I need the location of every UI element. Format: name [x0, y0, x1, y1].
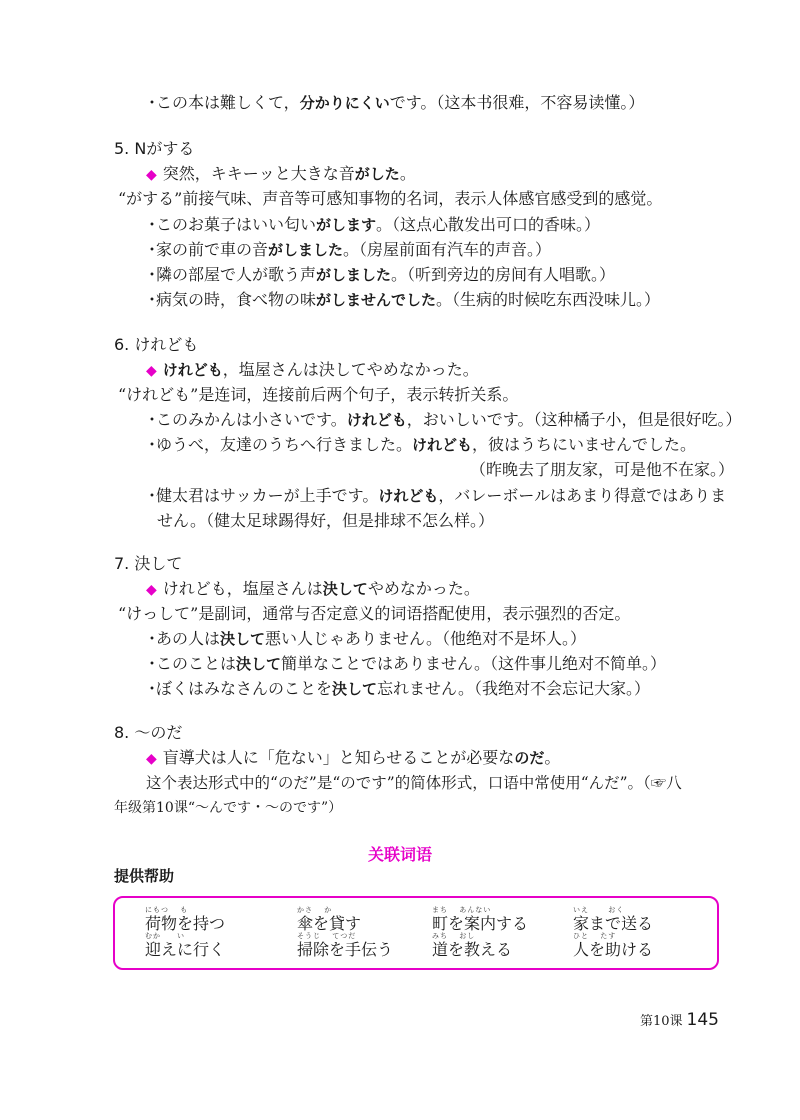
- diamond-icon: ◆: [146, 363, 157, 379]
- vocab-phrase: みち おし 道を教える: [432, 932, 513, 959]
- diamond-icon: ◆: [146, 582, 157, 598]
- section-heading: 7. 決して: [114, 554, 183, 573]
- key-sentence: ◆ 盲導犬は人に「危ない」と知らせることが必要なのだ。: [146, 748, 561, 767]
- example-sentence: ・このお菓子はいい匂いがします。（这点心散发出可口的香味。）: [144, 215, 601, 234]
- explanation: “けっして”是副词，通常与否定意义的词语搭配使用，表示强烈的否定。: [118, 604, 631, 623]
- vocab-phrase: そうじ てつだ 掃除を手伝う: [297, 932, 394, 959]
- diamond-icon: ◆: [146, 751, 157, 767]
- section-heading: 5. Nがする: [114, 139, 195, 158]
- lesson-label: 第10课: [640, 1014, 683, 1029]
- example-sentence: ・健太君はサッカーが上手です。けれども，バレーボールはあまり得意ではありま: [144, 486, 727, 505]
- section-heading: 6. けれども: [114, 335, 199, 354]
- diamond-icon: ◆: [146, 167, 157, 183]
- section-heading: 8. ～のだ: [114, 723, 183, 742]
- related-words-title: 关联词语: [367, 845, 432, 864]
- example-sentence: ・この本は難しくて，分かりにくいです。（这本书很难，不容易读懂。）: [144, 93, 645, 112]
- help-label: 提供帮助: [114, 867, 175, 885]
- explanation: “けれども”是连词，连接前后两个句子，表示转折关系。: [118, 385, 519, 404]
- example-sentence: ・病気の時，食べ物の味がしませんでした。（生病的时候吃东西没味儿。）: [144, 290, 661, 309]
- page-footer: [640, 1010, 719, 1030]
- example-sentence: ・このみかんは小さいです。けれども，おいしいです。（这种橘子小，但是很好吃。）: [144, 410, 742, 429]
- example-sentence: ・家の前で車の音がしました。（房屋前面有汽车的声音。）: [144, 240, 552, 259]
- vocab-phrase: かさ か 傘を貸す: [297, 906, 362, 933]
- vocab-phrase: むか い 迎えに行く: [145, 932, 226, 959]
- example-sentence: ・隣の部屋で人が歌う声がしました。（听到旁边的房间有人唱歌。）: [144, 265, 616, 284]
- example-sentence: ・あの人は決して悪い人じゃありません。（他绝对不是坏人。）: [144, 629, 586, 648]
- explanation-continuation: 年级第10课“～んです・～のです”）: [114, 800, 343, 816]
- key-sentence: ◆ 突然，キキーッと大きな音がした。: [146, 164, 416, 183]
- translation: （昨晚去了朋友家，可是他不在家。）: [470, 460, 735, 479]
- example-sentence: ・ぼくはみなさんのことを決して忘れません。（我绝对不会忘记大家。）: [144, 679, 650, 698]
- key-sentence: ◆ けれども，塩屋さんは決してやめなかった。: [146, 360, 479, 379]
- explanation: “がする”前接气味、声音等可感知事物的名词，表示人体感官感受到的感觉。: [118, 189, 663, 208]
- vocab-phrase: にもつ も 荷物を持つ: [145, 906, 226, 933]
- vocabulary-box: [113, 896, 719, 970]
- example-sentence: ・このことは決して簡単なことではありません。（这件事儿绝对不简单。）: [144, 654, 666, 673]
- vocab-phrase: ひと たす 人を助ける: [573, 932, 654, 959]
- example-continuation: せん。（健太足球踢得好，但是排球不怎么样。）: [157, 511, 494, 530]
- vocab-phrase: いえ おく 家まで送る: [573, 906, 654, 933]
- example-sentence: ・ゆうべ，友達のうちへ行きました。けれども，彼はうちにいませんでした。: [144, 435, 697, 454]
- vocab-phrase: まち あんない 町を案内する: [432, 906, 529, 933]
- explanation: 这个表达形式中的“のだ”是“のです”的简体形式，口语中常使用“んだ”。（☞八: [146, 774, 682, 792]
- page-number: 145: [686, 1010, 719, 1030]
- key-sentence: ◆ けれども，塩屋さんは決してやめなかった。: [146, 579, 480, 598]
